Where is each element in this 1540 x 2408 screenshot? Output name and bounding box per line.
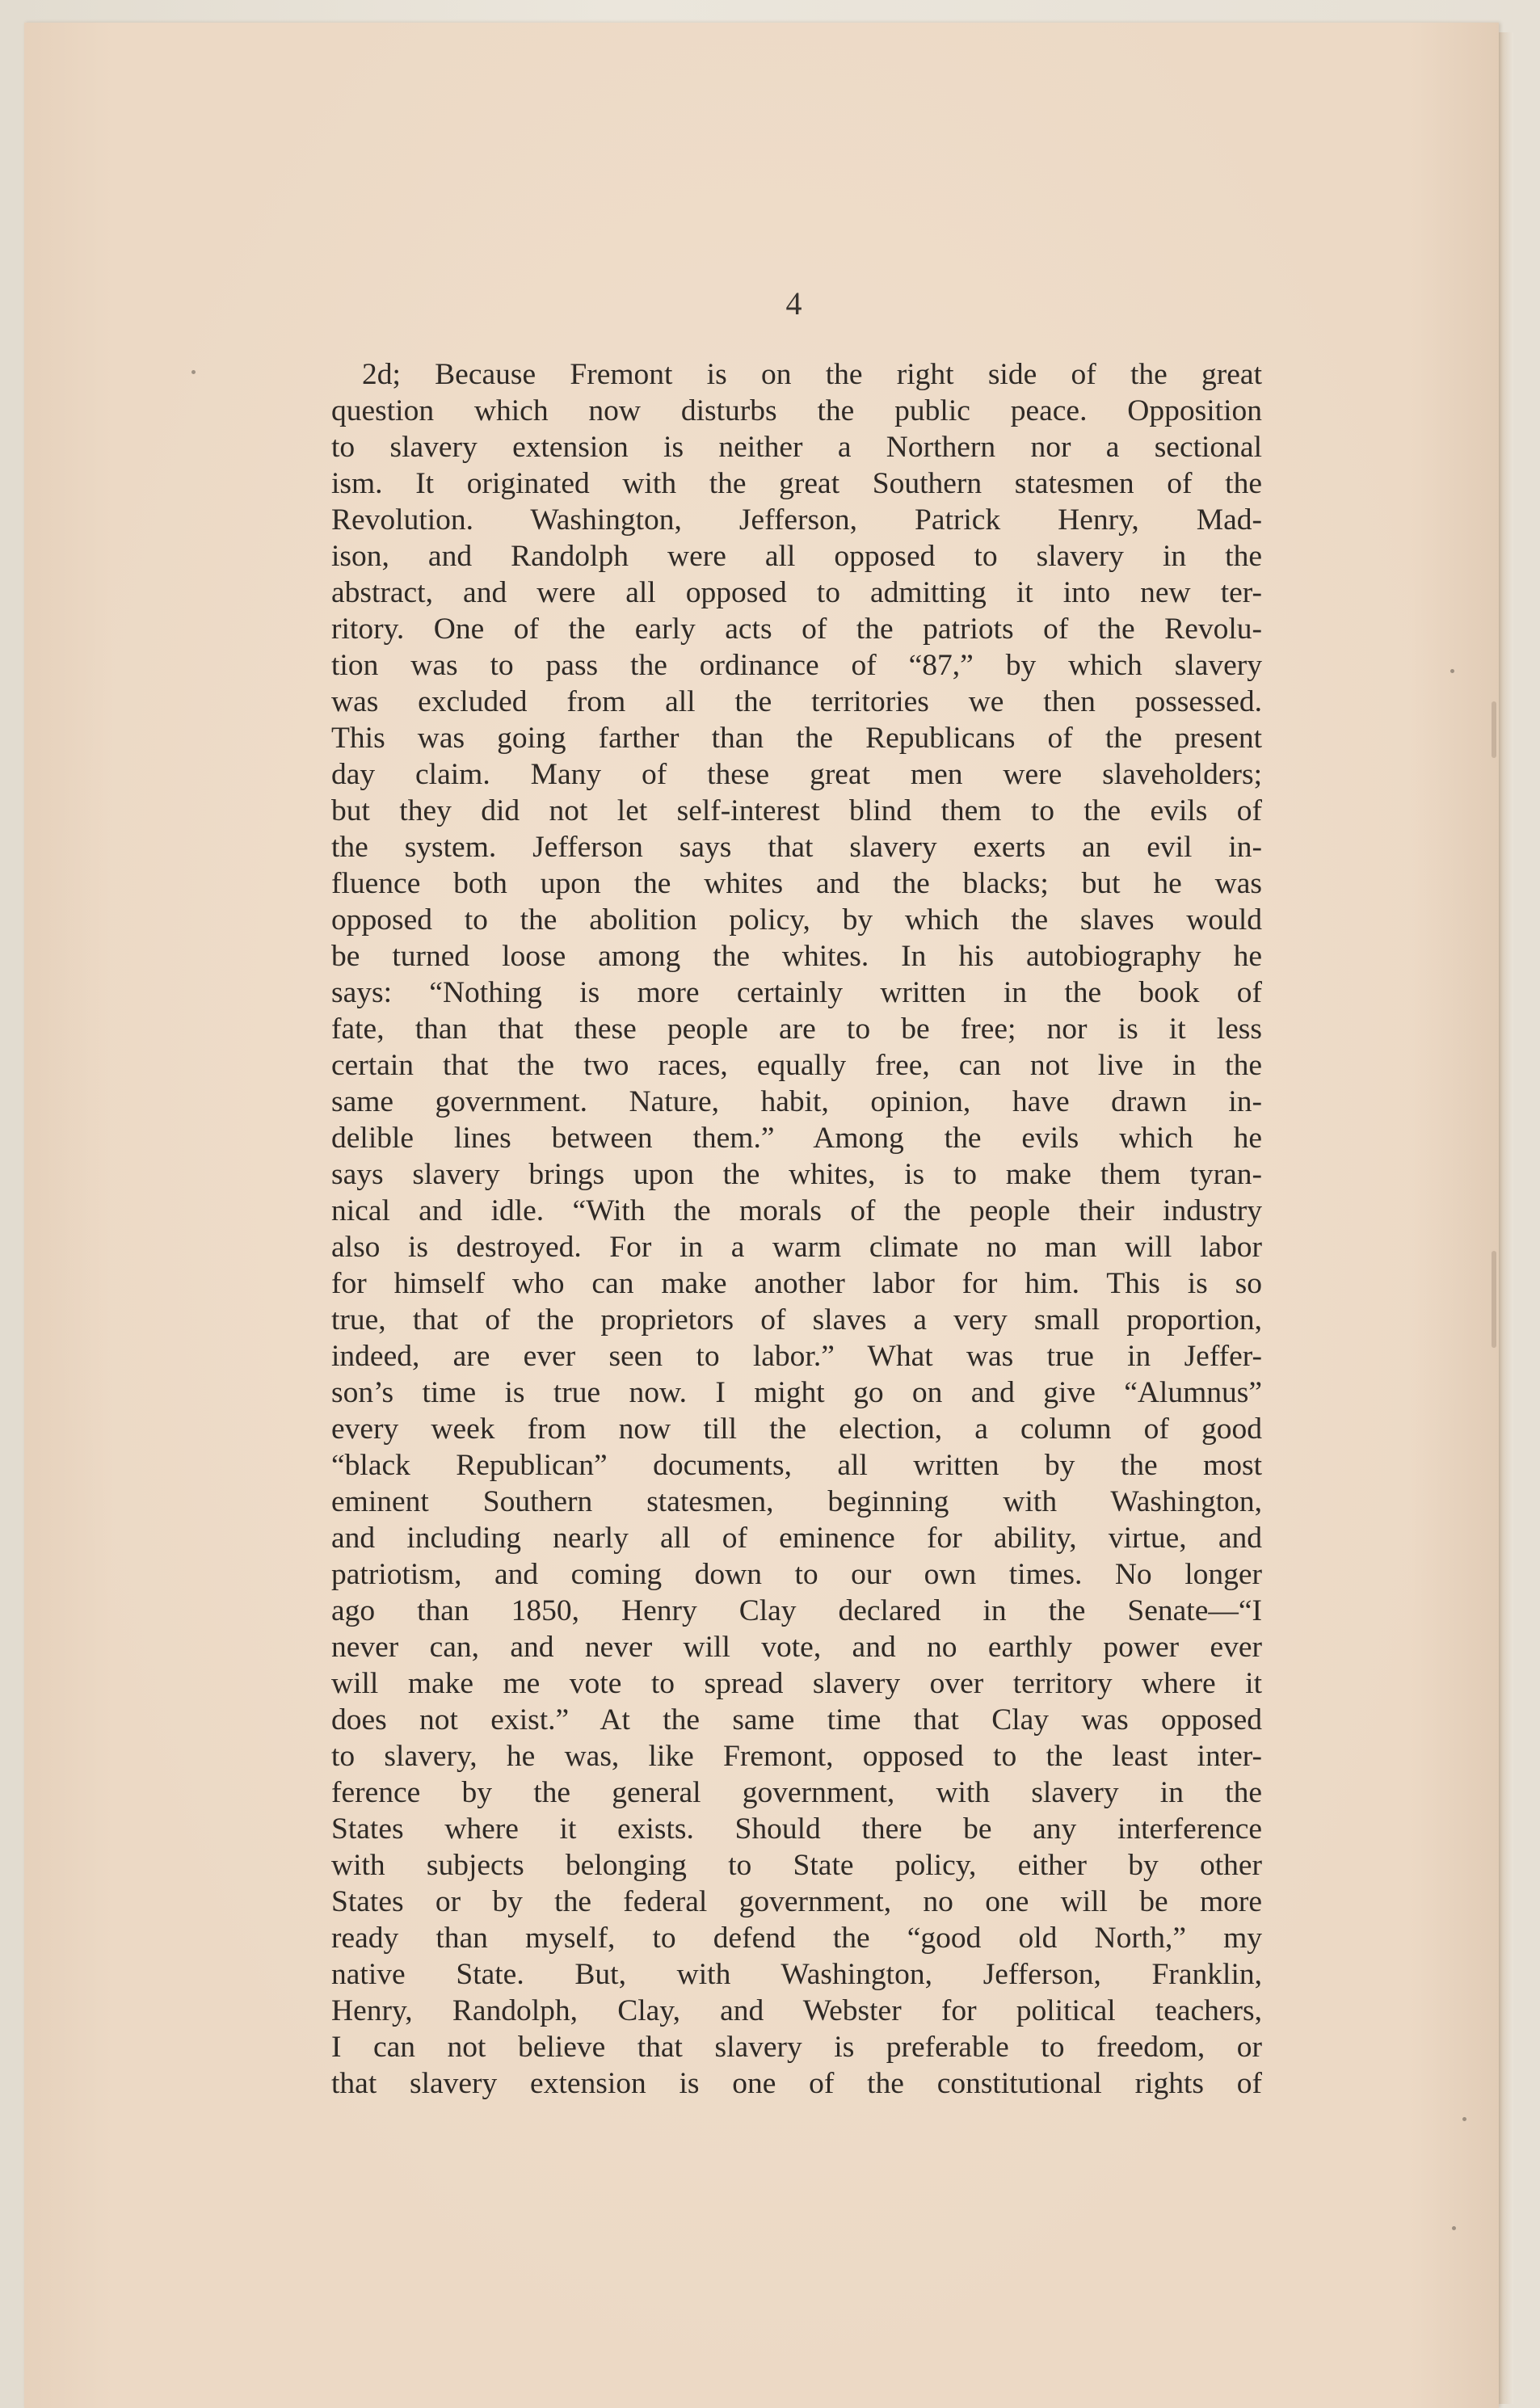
text-line: native State. But, with Washington, Jefferson, Franklin, <box>331 1958 1262 1991</box>
paper-speck <box>191 370 196 374</box>
text-line: States or by the federal government, no one will be more <box>331 1885 1262 1918</box>
text-line: delible lines between them.” Among the evils which he <box>331 1122 1262 1155</box>
text-line: ison, and Randolph were all opposed to slavery in the <box>331 540 1262 573</box>
text-line: will make me vote to spread slavery over territory where it <box>331 1667 1262 1700</box>
text-line: that slavery extension is one of the constitutional rights of <box>331 2067 1262 2100</box>
text-line: This was going farther than the Republicans of the present <box>331 722 1262 755</box>
text-line: Revolution. Washington, Jefferson, Patrick Henry, Mad- <box>331 503 1262 537</box>
binding-mark <box>1492 701 1496 758</box>
text-line: fate, than that these people are to be free; nor is it less <box>331 1012 1262 1046</box>
text-line: ference by the general government, with slavery in the <box>331 1776 1262 1809</box>
text-line: but they did not let self-interest blind them to the evils of <box>331 794 1262 827</box>
text-line: nical and idle. “With the morals of the people their industry <box>331 1194 1262 1227</box>
text-line: same government. Nature, habit, opinion, have drawn in- <box>331 1085 1262 1118</box>
text-line: every week from now till the election, a column of good <box>331 1412 1262 1446</box>
paper-speck <box>1452 2226 1456 2230</box>
text-line: I can not believe that slavery is preferable to freedom, or <box>331 2031 1262 2064</box>
text-line: to slavery, he was, like Fremont, opposed to the least inter- <box>331 1740 1262 1773</box>
text-line: ritory. One of the early acts of the patriots of the Revolu- <box>331 613 1262 646</box>
paper-speck <box>1450 669 1454 673</box>
text-line: fluence both upon the whites and the blacks; but he was <box>331 867 1262 900</box>
text-line: question which now disturbs the public peace. Opposition <box>331 394 1262 427</box>
body-text <box>331 356 1262 2102</box>
text-line: tion was to pass the ordinance of “87,” by which slavery <box>331 649 1262 682</box>
text-line: eminent Southern statesmen, beginning with Washington, <box>331 1485 1262 1518</box>
paper-speck <box>1462 2117 1466 2121</box>
text-line: day claim. Many of these great men were slaveholders; <box>331 758 1262 791</box>
text-line: certain that the two races, equally free, can not live in the <box>331 1049 1262 1082</box>
text-line: says: “Nothing is more certainly written in the book of <box>331 976 1262 1009</box>
text-line: abstract, and were all opposed to admitting it into new ter- <box>331 576 1262 609</box>
text-line: with subjects belonging to State policy, either by other <box>331 1849 1262 1882</box>
text-line: says slavery brings upon the whites, is to make them tyran- <box>331 1158 1262 1191</box>
text-line: 2d; Because Fremont is on the right side of the great <box>362 358 1262 391</box>
text-line: patriotism, and coming down to our own times. No longer <box>331 1558 1262 1591</box>
text-line: son’s time is true now. I might go on and give “Alumnus” <box>331 1376 1262 1409</box>
text-line: ago than 1850, Henry Clay declared in the Senate—“I <box>331 1594 1262 1627</box>
text-line: be turned loose among the whites. In his autobiography he <box>331 940 1262 973</box>
text-line: also is destroyed. For in a warm climate no man will labor <box>331 1231 1262 1264</box>
text-line: Henry, Randolph, Clay, and Webster for political teachers, <box>331 1994 1262 2027</box>
text-line: “black Republican” documents, all written by the most <box>331 1449 1262 1482</box>
page-number: 4 <box>785 285 803 322</box>
adjacent-page-edge <box>1499 32 1513 2404</box>
text-line: the system. Jefferson says that slavery exerts an evil in- <box>331 831 1262 864</box>
text-line: indeed, are ever seen to labor.” What was true in Jeffer- <box>331 1340 1262 1373</box>
text-line: true, that of the proprietors of slaves a very small proportion, <box>331 1303 1262 1337</box>
binding-mark <box>1492 1251 1496 1348</box>
text-line: and including nearly all of eminence for ability, virtue, and <box>331 1522 1262 1555</box>
text-line: does not exist.” At the same time that Clay was opposed <box>331 1703 1262 1737</box>
text-line: was excluded from all the territories we then possessed. <box>331 685 1262 718</box>
text-line: ready than myself, to defend the “good old North,” my <box>331 1922 1262 1955</box>
text-line: ism. It originated with the great Southern statesmen of the <box>331 467 1262 500</box>
text-line: never can, and never will vote, and no earthly power ever <box>331 1631 1262 1664</box>
text-line: to slavery extension is neither a Northern nor a sectional <box>331 431 1262 464</box>
text-line: States where it exists. Should there be any interference <box>331 1812 1262 1846</box>
text-line: for himself who can make another labor for him. This is so <box>331 1267 1262 1300</box>
text-line: opposed to the abolition policy, by which the slaves would <box>331 903 1262 937</box>
